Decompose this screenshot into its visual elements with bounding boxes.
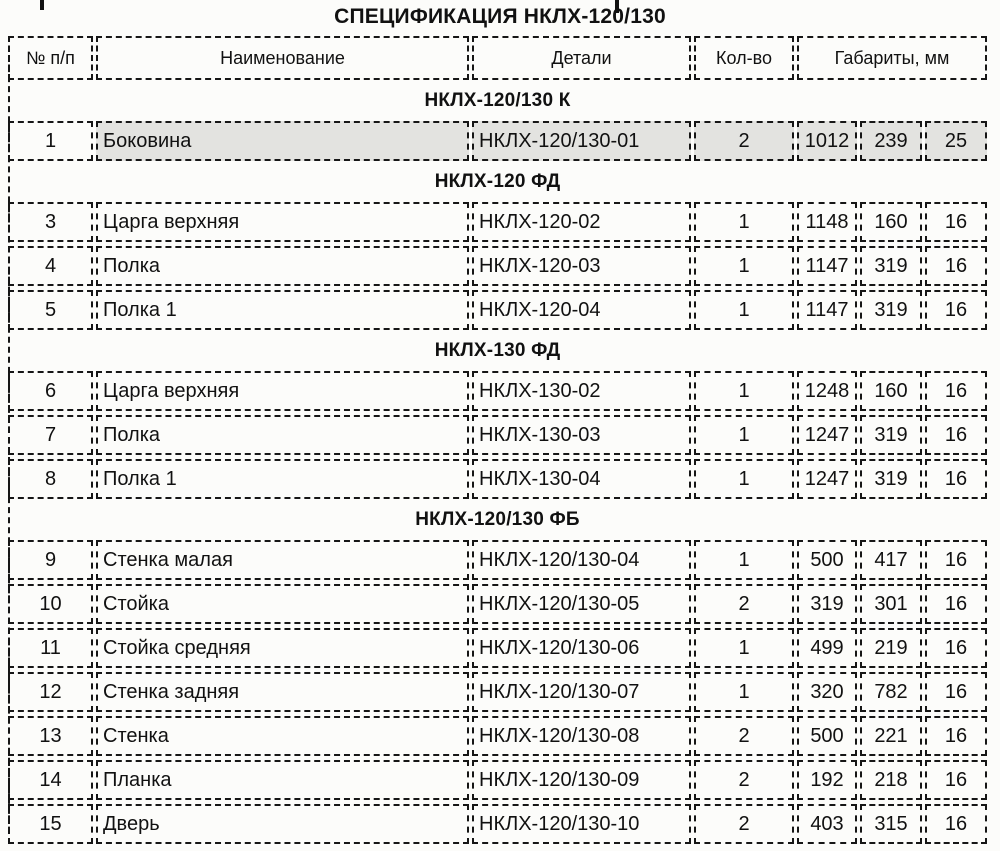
cell-dim-length: 1148 xyxy=(797,202,857,242)
cell-dim-width: 219 xyxy=(860,628,922,668)
cell-qty: 1 xyxy=(694,246,794,286)
table-row xyxy=(8,584,987,624)
table-row xyxy=(8,290,987,330)
cell-part: НКЛХ-120-03 xyxy=(472,246,691,286)
cell-part: НКЛХ-130-02 xyxy=(472,371,691,411)
cell-name: Боковина xyxy=(96,121,469,161)
cell-dim-thickness: 25 xyxy=(925,121,987,161)
cell-dim-thickness: 16 xyxy=(925,371,987,411)
cell-dim-width: 221 xyxy=(860,716,922,756)
page-title: СПЕЦИФИКАЦИЯ НКЛХ-120/130 xyxy=(334,5,666,28)
cell-name: Дверь xyxy=(96,804,469,844)
cell-name: Полка 1 xyxy=(96,290,469,330)
cell-dim-thickness: 16 xyxy=(925,290,987,330)
cell-dim-thickness: 16 xyxy=(925,415,987,455)
cell-name: Стенка xyxy=(96,716,469,756)
table-row xyxy=(8,246,987,286)
cell-qty: 2 xyxy=(694,760,794,800)
cell-part: НКЛХ-120/130-04 xyxy=(472,540,691,580)
cell-num: 12 xyxy=(8,672,93,712)
cell-dim-length: 403 xyxy=(797,804,857,844)
cell-dim-width: 319 xyxy=(860,246,922,286)
cell-dim-thickness: 16 xyxy=(925,672,987,712)
cell-dim-thickness: 16 xyxy=(925,584,987,624)
cell-num: 10 xyxy=(8,584,93,624)
cell-qty: 2 xyxy=(694,121,794,161)
table-row xyxy=(8,371,987,411)
cell-dim-length: 1247 xyxy=(797,415,857,455)
cell-num: 13 xyxy=(8,716,93,756)
table-row xyxy=(8,415,987,455)
cell-num: 6 xyxy=(8,371,93,411)
cell-dim-width: 319 xyxy=(860,415,922,455)
col-header-dims: Габариты, мм xyxy=(797,36,987,80)
section-rows xyxy=(8,540,987,844)
cell-qty: 1 xyxy=(694,628,794,668)
table-row xyxy=(8,202,987,242)
cell-dim-width: 160 xyxy=(860,371,922,411)
cell-qty: 1 xyxy=(694,459,794,499)
cell-num: 3 xyxy=(8,202,93,242)
cell-part: НКЛХ-120-02 xyxy=(472,202,691,242)
cell-num: 14 xyxy=(8,760,93,800)
cell-name: Царга верхняя xyxy=(96,202,469,242)
cell-dim-length: 1247 xyxy=(797,459,857,499)
cell-name: Планка xyxy=(96,760,469,800)
cell-dim-width: 782 xyxy=(860,672,922,712)
cell-dim-thickness: 16 xyxy=(925,716,987,756)
cell-dim-thickness: 16 xyxy=(925,202,987,242)
cell-dim-width: 315 xyxy=(860,804,922,844)
cell-qty: 2 xyxy=(694,584,794,624)
col-header-num: № п/п xyxy=(8,36,93,80)
col-header-part: Детали xyxy=(472,36,691,80)
cell-name: Полка xyxy=(96,415,469,455)
cell-name: Царга верхняя xyxy=(96,371,469,411)
table-sections xyxy=(8,80,987,844)
cell-dim-thickness: 16 xyxy=(925,459,987,499)
section-header: НКЛХ-130 ФД xyxy=(434,339,561,361)
cell-part: НКЛХ-120/130-07 xyxy=(472,672,691,712)
cell-dim-length: 319 xyxy=(797,584,857,624)
cell-part: НКЛХ-120/130-06 xyxy=(472,628,691,668)
cell-part: НКЛХ-120/130-01 xyxy=(472,121,691,161)
cell-part: НКЛХ-120/130-10 xyxy=(472,804,691,844)
cell-dim-length: 1147 xyxy=(797,290,857,330)
cell-num: 7 xyxy=(8,415,93,455)
cell-dim-length: 1012 xyxy=(797,121,857,161)
cell-part: НКЛХ-120-04 xyxy=(472,290,691,330)
cell-num: 4 xyxy=(8,246,93,286)
cell-dim-length: 1147 xyxy=(797,246,857,286)
cell-part: НКЛХ-120/130-05 xyxy=(472,584,691,624)
cell-dim-length: 500 xyxy=(797,716,857,756)
cell-part: НКЛХ-120/130-08 xyxy=(472,716,691,756)
table-row xyxy=(8,540,987,580)
cell-dim-width: 319 xyxy=(860,459,922,499)
cell-qty: 2 xyxy=(694,716,794,756)
col-header-qty: Кол-во xyxy=(694,36,794,80)
table-row xyxy=(8,459,987,499)
cell-qty: 1 xyxy=(694,290,794,330)
cell-num: 1 xyxy=(8,121,93,161)
table-row xyxy=(8,716,987,756)
cell-part: НКЛХ-130-03 xyxy=(472,415,691,455)
table-row xyxy=(8,760,987,800)
section-rows xyxy=(8,121,987,161)
table-row xyxy=(8,672,987,712)
cell-dim-width: 417 xyxy=(860,540,922,580)
section-header: НКЛХ-120/130 К xyxy=(424,89,571,111)
col-header-name: Наименование xyxy=(96,36,469,80)
cell-dim-width: 319 xyxy=(860,290,922,330)
section-header: НКЛХ-120/130 ФБ xyxy=(415,508,580,530)
cell-num: 8 xyxy=(8,459,93,499)
cell-dim-thickness: 16 xyxy=(925,628,987,668)
cell-dim-length: 1248 xyxy=(797,371,857,411)
cell-dim-length: 499 xyxy=(797,628,857,668)
cell-num: 11 xyxy=(8,628,93,668)
cell-dim-thickness: 16 xyxy=(925,760,987,800)
cell-name: Стойка xyxy=(96,584,469,624)
cell-dim-length: 320 xyxy=(797,672,857,712)
cell-dim-width: 301 xyxy=(860,584,922,624)
cell-dim-thickness: 16 xyxy=(925,804,987,844)
spec-table xyxy=(8,36,987,844)
table-row xyxy=(8,121,987,161)
cell-dim-width: 160 xyxy=(860,202,922,242)
cell-dim-length: 500 xyxy=(797,540,857,580)
cell-qty: 1 xyxy=(694,672,794,712)
cell-dim-width: 239 xyxy=(860,121,922,161)
cell-dim-thickness: 16 xyxy=(925,246,987,286)
cell-num: 5 xyxy=(8,290,93,330)
cell-name: Стенка задняя xyxy=(96,672,469,712)
table-header-row xyxy=(8,36,987,80)
table-row xyxy=(8,628,987,668)
cell-qty: 1 xyxy=(694,202,794,242)
cell-dim-width: 218 xyxy=(860,760,922,800)
table-row xyxy=(8,804,987,844)
cell-qty: 2 xyxy=(694,804,794,844)
section-rows xyxy=(8,371,987,499)
cell-qty: 1 xyxy=(694,371,794,411)
cell-part: НКЛХ-120/130-09 xyxy=(472,760,691,800)
cell-dim-thickness: 16 xyxy=(925,540,987,580)
cell-dim-length: 192 xyxy=(797,760,857,800)
cell-qty: 1 xyxy=(694,540,794,580)
cell-qty: 1 xyxy=(694,415,794,455)
cell-num: 15 xyxy=(8,804,93,844)
cell-name: Полка xyxy=(96,246,469,286)
cell-name: Полка 1 xyxy=(96,459,469,499)
cell-part: НКЛХ-130-04 xyxy=(472,459,691,499)
cell-name: Стойка средняя xyxy=(96,628,469,668)
cell-name: Стенка малая xyxy=(96,540,469,580)
section-rows xyxy=(8,202,987,330)
cell-num: 9 xyxy=(8,540,93,580)
section-header: НКЛХ-120 ФД xyxy=(434,170,561,192)
